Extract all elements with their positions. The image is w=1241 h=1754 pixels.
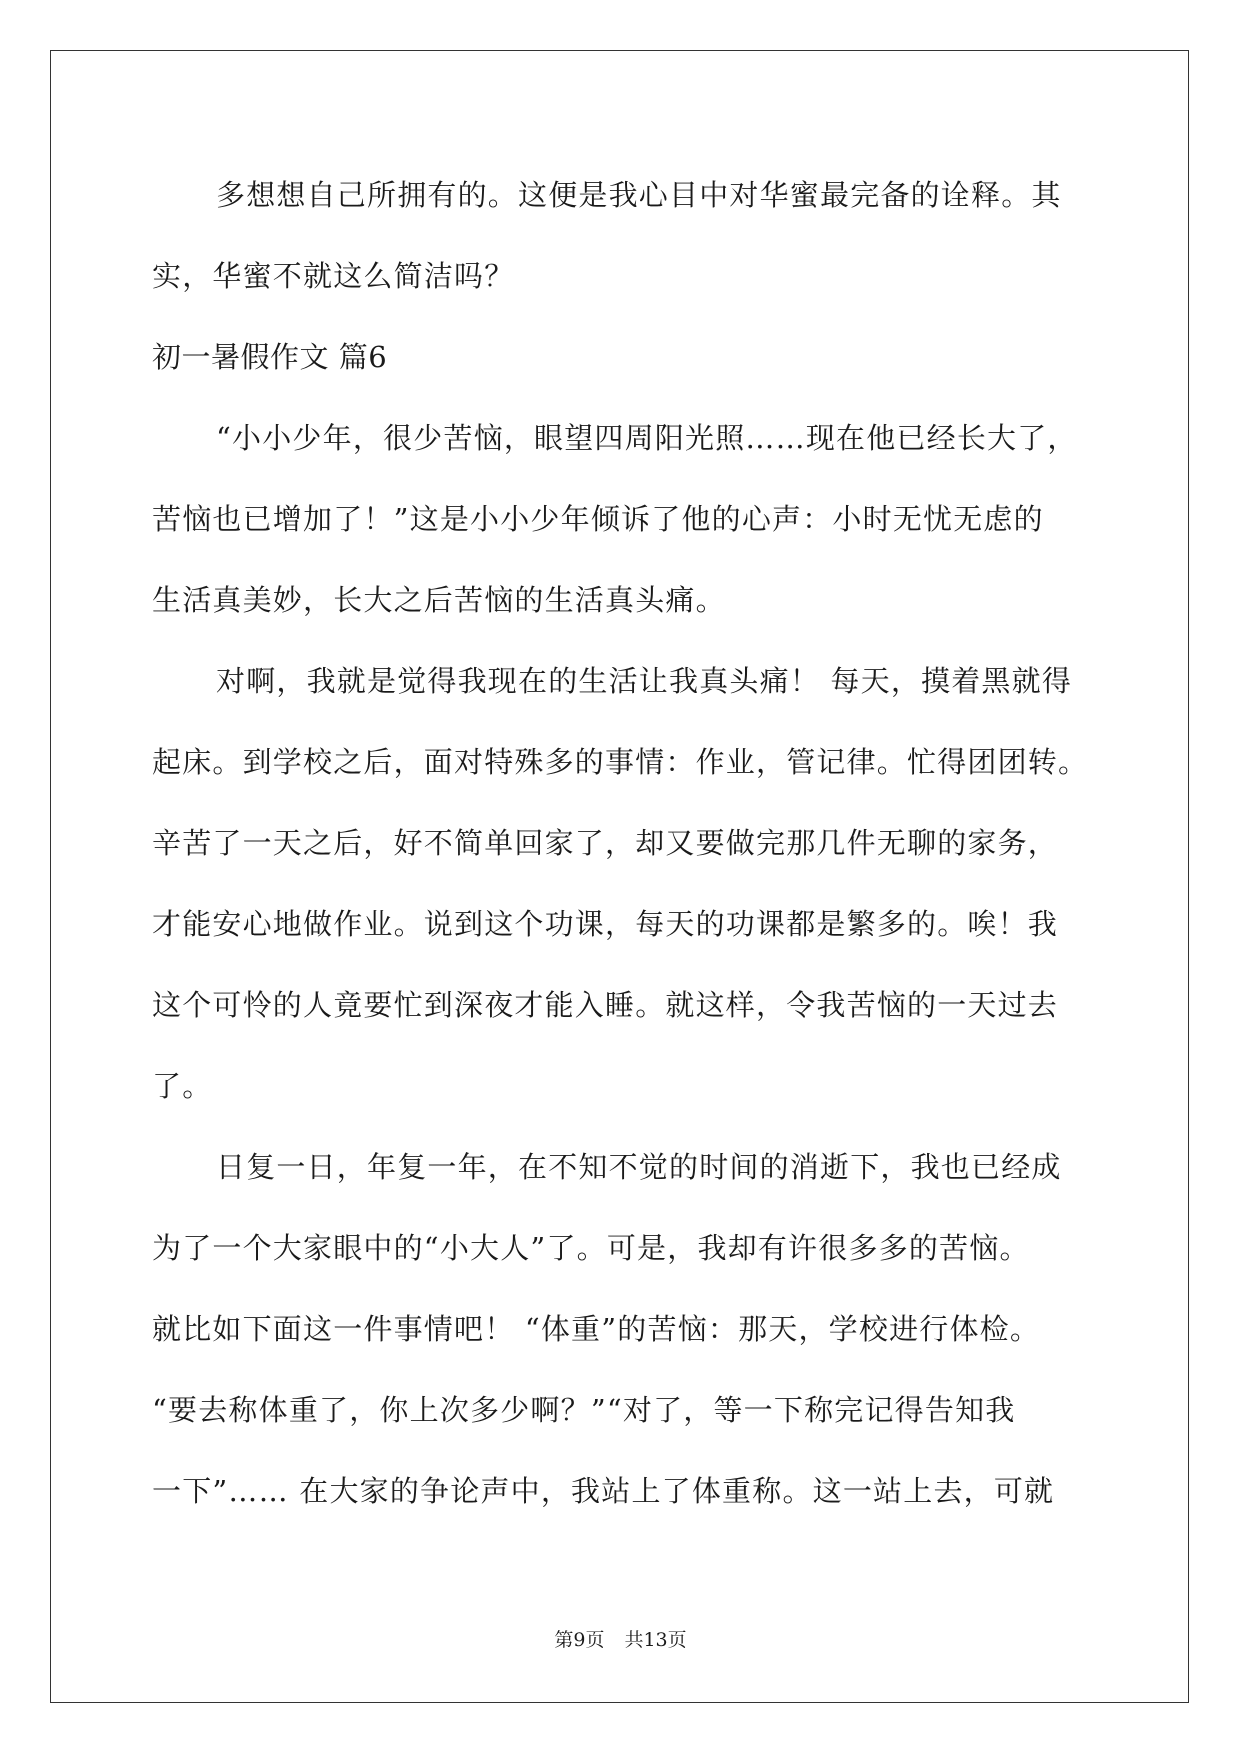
page-number: 第9页 xyxy=(554,1629,605,1651)
text-line: 一下”…… 在大家的争论声中，我站上了体重称。这一站上去，可就 xyxy=(152,1474,1055,1508)
text-line: 了。 xyxy=(152,1069,213,1103)
text-line: 辛苦了一天之后，好不简单回家了，却又要做完那几件无聊的家务， xyxy=(152,826,1059,860)
text-line: 日复一日，年复一年，在不知不觉的时间的消逝下，我也已经成 xyxy=(216,1150,1062,1184)
page-total: 共13页 xyxy=(624,1629,687,1651)
text-line: 生活真美妙，长大之后苦恼的生活真头痛。 xyxy=(152,583,726,617)
text-line: 就比如下面这一件事情吧！ “体重”的苦恼：那天，学校进行体检。 xyxy=(152,1312,1041,1346)
text-line: “小小少年，很少苦恼，眼望四周阳光照……现在他已经长大了， xyxy=(216,421,1078,455)
section-heading: 初一暑假作文 篇6 xyxy=(152,340,388,374)
text-line: 起床。到学校之后，面对特殊多的事情：作业，管记律。忙得团团转。 xyxy=(152,745,1089,779)
text-line: 苦恼也已增加了！”这是小小少年倾诉了他的心声：小时无忧无虑的 xyxy=(152,502,1044,536)
page-footer xyxy=(0,1625,1241,1652)
text-line: 多想想自己所拥有的。这便是我心目中对华蜜最完备的诠释。其 xyxy=(216,178,1062,212)
text-line: 才能安心地做作业。说到这个功课，每天的功课都是繁多的。唉！我 xyxy=(152,907,1059,941)
text-line: 这个可怜的人竟要忙到深夜才能入睡。就这样，令我苦恼的一天过去 xyxy=(152,988,1059,1022)
text-line: 对啊，我就是觉得我现在的生活让我真头痛！ 每天，摸着黑就得 xyxy=(216,664,1073,698)
text-line: “要去称体重了，你上次多少啊？”“对了，等一下称完记得告知我 xyxy=(152,1393,1016,1427)
text-line: 为了一个大家眼中的“小大人”了。可是，我却有许很多多的苦恼。 xyxy=(152,1231,1030,1265)
document-body xyxy=(152,155,1092,1532)
text-line: 实，华蜜不就这么简洁吗？ xyxy=(152,259,515,293)
